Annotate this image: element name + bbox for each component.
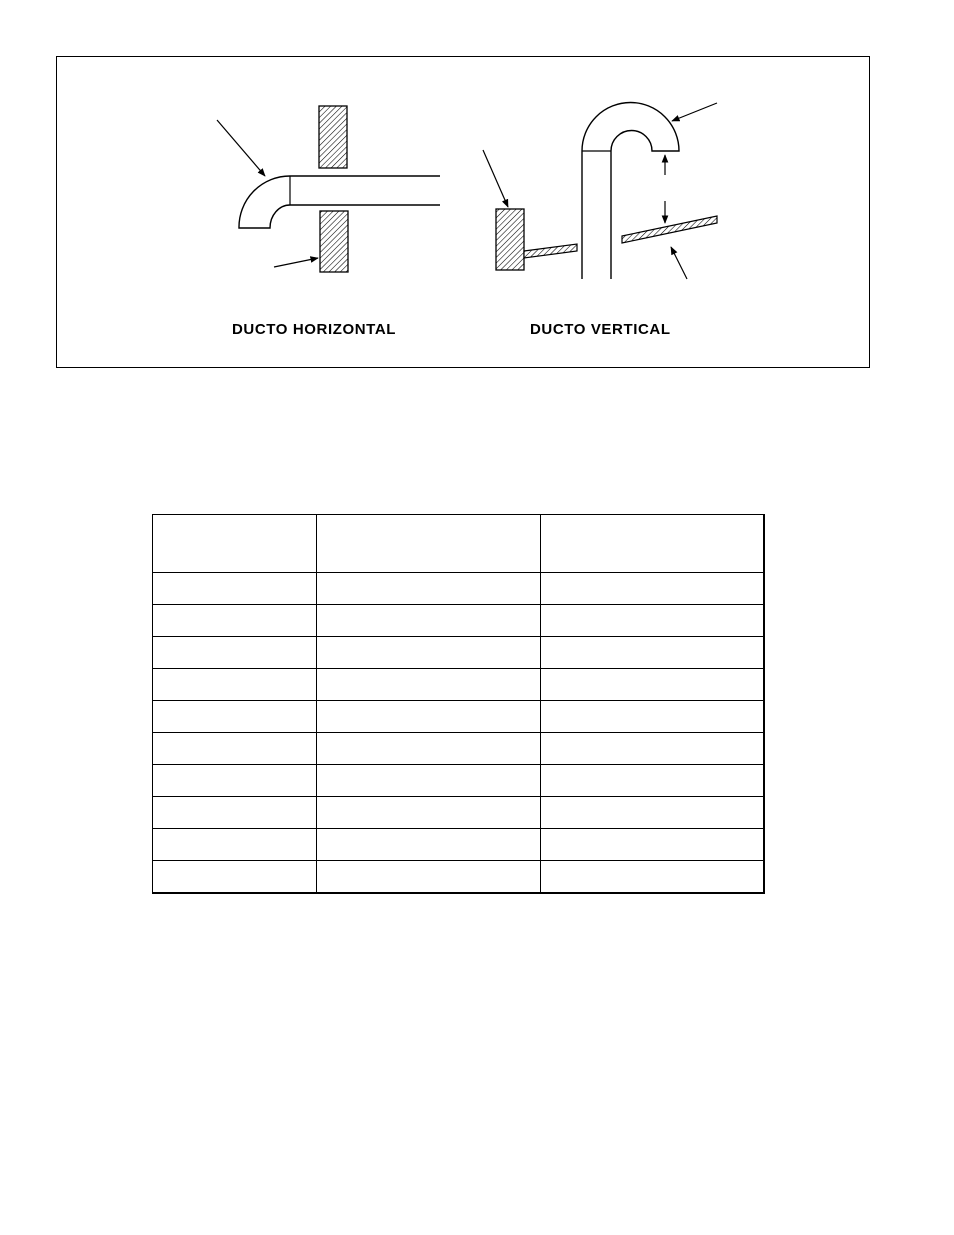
table-row [153,829,765,861]
table-cell [317,797,541,829]
table-cell [541,605,765,637]
table-cell [153,637,317,669]
roof-right [622,216,717,243]
table-cell [541,701,765,733]
table-header-cell [541,515,765,573]
leader-arrow-wall-block [483,150,508,207]
table-row [153,861,765,894]
clearance-table [152,514,765,894]
table-cell [153,733,317,765]
table-cell [541,733,765,765]
table-cell [317,733,541,765]
wall-upper [319,106,347,168]
table-row [153,701,765,733]
table-cell [317,829,541,861]
table-row [153,733,765,765]
caption-horizontal-duct: DUCTO HORIZONTAL [232,321,397,338]
table-cell [153,605,317,637]
table-row [153,797,765,829]
wall-block [496,209,524,270]
leader-arrow-wall [274,258,318,267]
vertical-duct-drawing [483,103,717,280]
table-cell [153,573,317,605]
leader-arrow-cap [672,103,717,121]
duct-diagrams [57,57,871,369]
table-header-cell [153,515,317,573]
table-cell [541,797,765,829]
leader-arrow-elbow [217,120,265,176]
table-header-cell [317,515,541,573]
table-row [153,669,765,701]
table-cell [541,637,765,669]
table-cell [317,637,541,669]
horizontal-elbow [239,176,290,228]
table-cell [153,861,317,894]
table-row [153,573,765,605]
leader-arrow-roof [671,247,687,279]
table-cell [541,669,765,701]
table-header-row [153,515,765,573]
table-cell [317,669,541,701]
table-cell [317,765,541,797]
table-cell [541,765,765,797]
table-cell [153,765,317,797]
vertical-cap [582,103,679,152]
table-cell [541,861,765,894]
roof-left [524,244,577,258]
duct-figure-box [56,56,870,368]
table-cell [317,861,541,894]
horizontal-duct-drawing [217,106,440,272]
table-cell [541,573,765,605]
caption-vertical-duct: DUCTO VERTICAL [530,321,671,338]
table-cell [153,701,317,733]
table-cell [317,605,541,637]
wall-lower [320,211,348,272]
table-cell [317,573,541,605]
table-row [153,765,765,797]
table-cell [153,829,317,861]
table-row [153,605,765,637]
table-cell [317,701,541,733]
table-cell [153,797,317,829]
table-row [153,637,765,669]
table-cell [153,669,317,701]
table-cell [541,829,765,861]
